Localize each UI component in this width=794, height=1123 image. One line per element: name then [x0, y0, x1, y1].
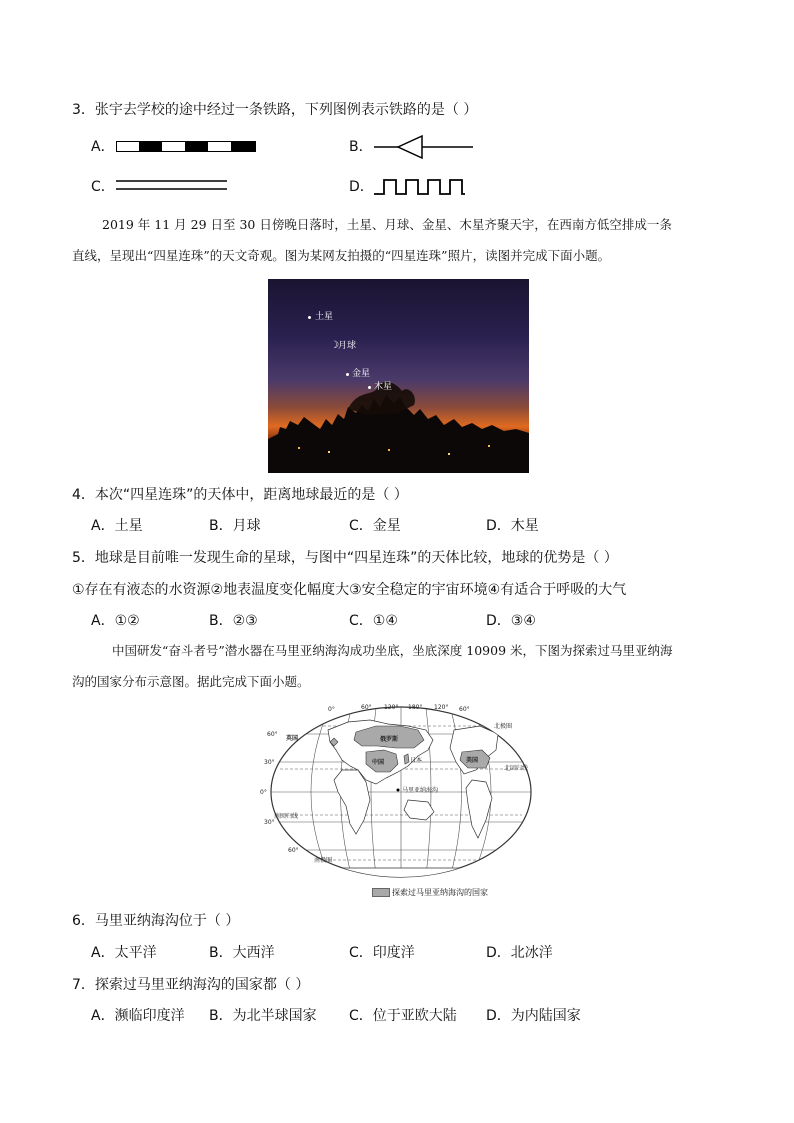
question-3-stem: 3．张宇去学校的途中经过一条铁路，下列图例表示铁路的是（ ）: [72, 102, 478, 118]
passage-2-line-2: 沟的国家分布示意图。据此完成下面小题。: [72, 674, 310, 689]
world-map-diagram: [258, 700, 540, 900]
q6-option-a[interactable]: A．太平洋: [91, 945, 157, 961]
q5-option-d[interactable]: D．③④: [486, 613, 536, 629]
venus-label: 金星: [352, 369, 371, 379]
lon-0-label: 0°: [328, 706, 335, 713]
q5-option-a[interactable]: A．①②: [91, 613, 140, 629]
venus-dot: [346, 373, 349, 376]
moon-crescent-icon: ☽: [330, 340, 339, 351]
four-planets-photo: [268, 279, 529, 473]
q3-option-b-label[interactable]: B．: [349, 139, 373, 155]
japan-label: 日本: [410, 757, 423, 764]
skyline-silhouette-icon: [268, 279, 529, 473]
jupiter-dot: [368, 386, 371, 389]
q6-option-c[interactable]: C．印度洋: [349, 945, 415, 961]
legend-swatch: [372, 888, 390, 897]
japan-region: [404, 754, 409, 764]
moon-label: 月球: [338, 341, 357, 351]
arctic-circle-label: 北极圈: [494, 723, 513, 730]
q7-option-a[interactable]: A．濒临印度洋: [91, 1008, 185, 1024]
question-4-stem: 4．本次“四星连珠”的天体中，距离地球最近的是（ ）: [72, 487, 408, 503]
lon-60w-label: 60°: [459, 706, 470, 713]
usa-label: 美国: [466, 757, 479, 764]
double-line-symbol-icon: [116, 178, 228, 192]
jupiter-label: 木星: [374, 382, 393, 392]
lon-120w-label: 120°: [434, 704, 449, 711]
q4-option-d[interactable]: D．木星: [486, 518, 539, 534]
lat-0-label: 0°: [260, 789, 267, 796]
passage-1-line-2: 直线，呈现出“四星连珠”的天文奇观。图为某网友拍摄的“四星连珠”照片，读图并完成下面小题。: [72, 248, 611, 263]
square-wave-symbol-icon: [374, 178, 466, 196]
saturn-dot: [308, 316, 311, 319]
q5-option-c[interactable]: C．①④: [349, 613, 398, 629]
uk-label: 英国: [286, 735, 299, 742]
q4-option-a[interactable]: A．土星: [91, 518, 143, 534]
legend-text: 探索过马里亚纳海沟的国家: [392, 888, 488, 897]
china-label: 中国: [372, 759, 385, 766]
saturn-label: 土星: [315, 312, 334, 322]
tropic-cancer-label: 北回归线: [504, 765, 529, 772]
mariana-trench-label: 马里亚纳海沟: [402, 787, 439, 794]
q6-option-b[interactable]: B．大西洋: [209, 945, 275, 961]
lat-60s-label: 60°: [288, 847, 299, 854]
q3-option-a-label[interactable]: A．: [91, 139, 115, 155]
antarctic-circle-label: 南极圈: [314, 857, 333, 864]
q5-option-b[interactable]: B．②③: [209, 613, 258, 629]
q7-option-c[interactable]: C．位于亚欧大陆: [349, 1008, 457, 1024]
lat-30s-label: 30°: [264, 819, 275, 826]
lat-30n-label: 30°: [264, 759, 275, 766]
q7-option-d[interactable]: D．为内陆国家: [486, 1008, 581, 1024]
question-5-stem: 5．地球是目前唯一发现生命的星球，与图中“四星连珠”的天体比较，地球的优势是（ ）: [72, 550, 618, 566]
question-7-stem: 7．探索过马里亚纳海沟的国家都（ ）: [72, 977, 310, 993]
q4-option-c[interactable]: C．金星: [349, 518, 401, 534]
q7-option-b[interactable]: B．为北半球国家: [209, 1008, 317, 1024]
q3-option-d-label[interactable]: D．: [349, 179, 374, 195]
map-legend: [372, 887, 488, 898]
arrow-line-symbol-icon: [374, 134, 474, 160]
q4-option-b[interactable]: B．月球: [209, 518, 261, 534]
russia-label: 俄罗斯: [380, 736, 399, 743]
lon-60e-label: 60°: [361, 704, 372, 711]
question-5-statements: ①存在有液态的水资源②地表温度变化幅度大③安全稳定的宇宙环境④有适合于呼吸的大气: [72, 582, 627, 598]
q3-option-c-label[interactable]: C．: [91, 179, 115, 195]
mariana-trench-dot: [397, 789, 400, 792]
passage-2-line-1: 中国研发“奋斗者号”潜水器在马里亚纳海沟成功坐底，坐底深度 10909 米，下图为探索过马里亚纳海: [112, 643, 673, 658]
tropic-capricorn-label: 南回归线: [274, 813, 299, 820]
lon-120e-label: 120°: [384, 704, 399, 711]
lon-180-label: 180°: [408, 704, 423, 711]
railway-symbol-icon: [116, 141, 256, 153]
question-6-stem: 6．马里亚纳海沟位于（ ）: [72, 913, 240, 929]
lat-60n-label: 60°: [267, 731, 278, 738]
q6-option-d[interactable]: D．北冰洋: [486, 945, 553, 961]
passage-1-line-1: 2019 年 11 月 29 日至 30 日傍晚日落时，土星、月球、金星、木星齐聚天宇，在西南方低空排成一条: [102, 217, 672, 232]
